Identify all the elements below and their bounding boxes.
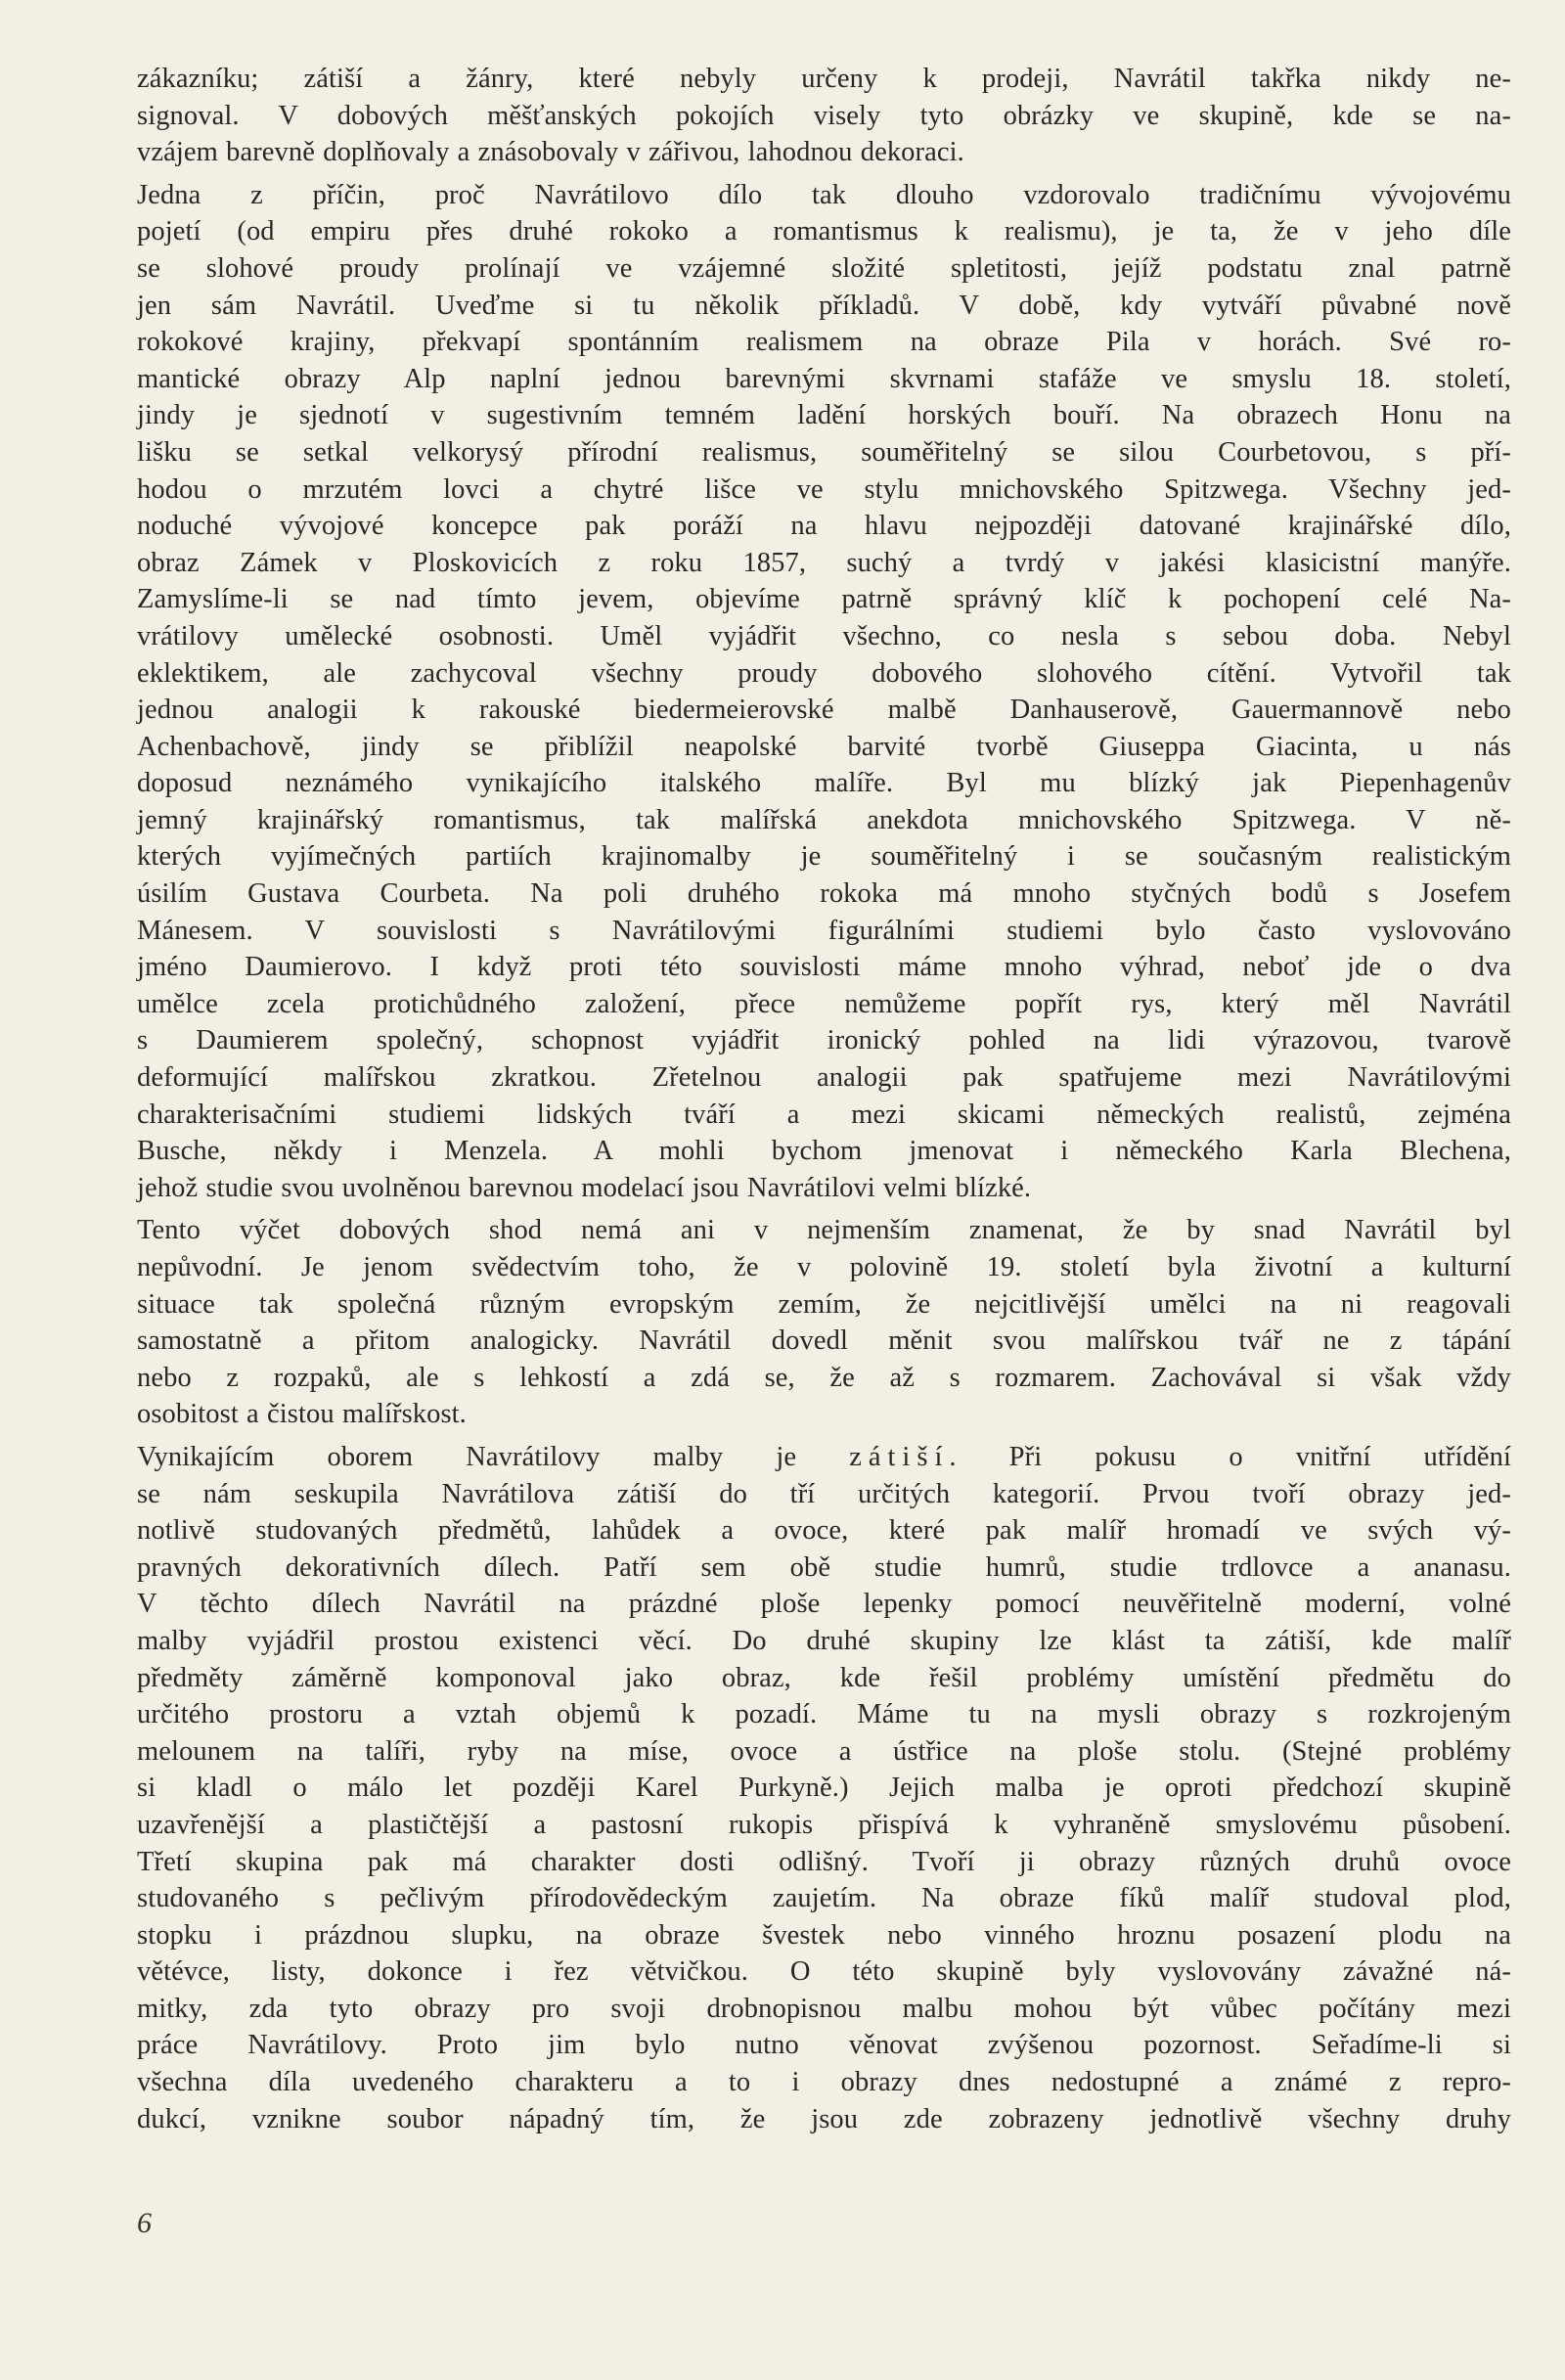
text-line: zákazníku; zátiší a žánry, které nebyly určeny k prodeji, Navrátil takřka nikdy ne- — [137, 64, 1511, 94]
text-line: Achenbachově, jindy se přiblížil neapolské barvité tvorbě Giuseppa Giacinta, u nás — [137, 731, 1511, 762]
text-line: všechna díla uvedeného charakteru a to i obrazy dnes nedostupné a známé z repro- — [137, 2067, 1511, 2098]
text-line: Třetí skupina pak má charakter dosti odlišný. Tvoří ji obrazy různých druhů ovoce — [137, 1846, 1511, 1877]
text-line: Zamyslíme-li se nad tímto jevem, objevíme patrně správný klíč k pochopení celé Na- — [137, 584, 1511, 615]
text-line: signoval. V dobových měšťanských pokojích visely tyto obrázky ve skupině, kde se na- — [137, 100, 1511, 131]
text-line: určitého prostoru a vztah objemů k pozadí. Máme tu na mysli obrazy s rozkrojeným — [137, 1699, 1511, 1730]
text-line: samostatně a přitom analogicky. Navrátil dovedl měnit svou malířskou tvář ne z tápání — [137, 1325, 1511, 1357]
text-segment: . Při pokusu o vnitřní utřídění — [949, 1441, 1511, 1472]
text-line: jednou analogii k rakouské biedermeierovské malbě Danhauserově, Gauermannově nebo — [137, 695, 1511, 726]
paragraph-1 — [137, 61, 1511, 171]
text-line: Mánesem. V souvislosti s Navrátilovými figurálními studiemi bylo často vyslovováno — [137, 915, 1511, 946]
text-line: rokokové krajiny, překvapí spontánním realismem na obraze Pila v horách. Své ro- — [137, 327, 1511, 358]
text-line: melounem na talíři, ryby na míse, ovoce a ústřice na ploše stolu. (Stejné problémy — [137, 1735, 1511, 1767]
text-line: jen sám Navrátil. Uveďme si tu několik příkladů. V době, kdy vytváří půvabné nově — [137, 290, 1511, 321]
text-line: úsilím Gustava Courbeta. Na poli druhého rokoka má mnoho styčných bodů s Josefem — [137, 878, 1511, 910]
text-line: dukcí, vznikne soubor nápadný tím, že jsou zde zobrazeny jednotlivě všechny druhy — [137, 2103, 1511, 2134]
text-line: Busche, někdy i Menzela. A mohli bychom jmenovat i německého Karla Blechena, — [137, 1136, 1511, 1167]
text-line: uzavřenější a plastičtější a pastosní rukopis přispívá k vyhraněně smyslovému působení. — [137, 1809, 1511, 1840]
text-line: se slohové proudy prolínají ve vzájemné složité spletitosti, jejíž podstatu znal patrně — [137, 252, 1511, 284]
text-line: obraz Zámek v Ploskovicích z roku 1857, suchý a tvrdý v jakési klasicistní manýře. — [137, 547, 1511, 578]
text-line: práce Navrátilovy. Proto jim bylo nutno věnovat zvýšenou pozornost. Seřadíme-li si — [137, 2030, 1511, 2061]
text-line: se nám seskupila Navrátilova zátiší do tří určitých kategorií. Prvou tvoří obrazy jed- — [137, 1478, 1511, 1509]
text-line: Tento výčet dobových shod nemá ani v nejmenším znamenat, že by snad Navrátil byl — [137, 1215, 1511, 1246]
text-line: jméno Daumierovo. I když proti této souvislosti máme mnoho výhrad, neboť jde o dva — [137, 952, 1511, 983]
text-line: mantické obrazy Alp naplní jednou barevnými skvrnami stafáže ve smyslu 18. století, — [137, 363, 1511, 394]
emphasized-term: zátiší — [849, 1441, 950, 1472]
paragraph-2 — [137, 177, 1511, 1207]
text-line: předměty záměrně komponoval jako obraz, kde řešil problémy umístění předmětu do — [137, 1662, 1511, 1693]
text-line: vrátilovy umělecké osobnosti. Uměl vyjádřit všechno, co nesla s sebou doba. Nebyl — [137, 620, 1511, 651]
text-line: doposud neznámého vynikajícího italského malíře. Byl mu blízký jak Piepenhagenův — [137, 768, 1511, 799]
text-line: si kladl o málo let později Karel Purkyně.) Jejich malba je oproti předchozí skupině — [137, 1773, 1511, 1804]
text-line: nebo z rozpaků, ale s lehkostí a zdá se, že až s rozmarem. Zachovával si však vždy — [137, 1362, 1511, 1393]
text-line: jemný krajinářský romantismus, tak malířská anekdota mnichovského Spitzwega. V ně- — [137, 804, 1511, 835]
text-line: umělce zcela protichůdného založení, přece nemůžeme popřít rys, který měl Navrátil — [137, 988, 1511, 1019]
text-line: pojetí (od empiru přes druhé rokoko a romantismus k realismu), je ta, že v jeho díle — [137, 216, 1511, 247]
text-line: stopku i prázdnou slupku, na obraze švestek nebo vinného hroznu posazení plodu na — [137, 1919, 1511, 1951]
text-line: nepůvodní. Je jenom svědectvím toho, že v polovině 19. století byla životní a kulturní — [137, 1252, 1511, 1282]
text-line: noduché vývojové koncepce pak poráží na hlavu nejpozději datované krajinářské dílo, — [137, 511, 1511, 542]
text-line: notlivě studovaných předmětů, lahůdek a ovoce, které pak malíř hromadí ve svých vý- — [137, 1515, 1511, 1547]
text-line: jehož studie svou uvolněnou barevnou modelací jsou Navrátilovi velmi blízké. — [137, 1172, 1032, 1203]
text-line: hodou o mrzutém lovci a chytré lišce ve stylu mnichovského Spitzwega. Všechny jed- — [137, 473, 1511, 505]
text-line: eklektikem, ale zachycoval všechny proudy dobového slohového cítění. Vytvořil tak — [137, 657, 1511, 689]
text-line: větévce, listy, dokonce i řez větvičkou. O této skupině byly vyslovovány závažné ná- — [137, 1956, 1511, 1988]
text-line: deformující malířskou zkratkou. Zřetelnou analogii pak spatřujeme mezi Navrátilovými — [137, 1062, 1511, 1094]
page-number: 6 — [137, 2207, 152, 2239]
text-line: vzájem barevně doplňovaly a znásobovaly v zářivou, lahodnou dekoraci. — [137, 137, 964, 168]
text-line: lišku se setkal velkorysý přírodní realismus, souměřitelný se silou Courbetovou, s pří- — [137, 436, 1511, 468]
text-line: malby vyjádřil prostou existenci věcí. Do druhé skupiny lze klást ta zátiší, kde malíř — [137, 1625, 1511, 1656]
text-line: kterých vyjímečných partiích krajinomalby je souměřitelný i se současným realistickým — [137, 841, 1511, 873]
text-segment: Vynikajícím oborem Navrátilovy malby je — [137, 1441, 850, 1472]
text-line: osobitost a čistou malířskost. — [137, 1399, 467, 1430]
text-line: s Daumierem společný, schopnost vyjádřit ironický pohled na lidi výrazovou, tvarově — [137, 1025, 1511, 1056]
text-line: mitky, zda tyto obrazy pro svoji drobnopisnou malbu mohou být vůbec počítány mezi — [137, 1993, 1511, 2024]
text-line: studovaného s pečlivým přírodovědeckým zaujetím. Na obraze fíků malíř studoval plod, — [137, 1883, 1511, 1914]
text-line: pravných dekorativních dílech. Patří sem obě studie humrů, studie trdlovce a ananasu. — [137, 1551, 1511, 1583]
paragraph-3 — [137, 1212, 1511, 1433]
paragraph-4 — [137, 1439, 1511, 2137]
text-line: Jedna z příčin, proč Navrátilovo dílo tak dlouho vzdorovalo tradičnímu vývojovému — [137, 179, 1511, 210]
page-body — [137, 61, 1511, 2143]
text-line: situace tak společná různým evropským zemím, že nejcitlivější umělci na ni reagovali — [137, 1288, 1511, 1320]
text-line-first — [137, 1439, 1511, 1476]
text-line: charakterisačními studiemi lidských tváří a mezi skicami německých realistů, zejména — [137, 1099, 1511, 1130]
text-line: V těchto dílech Navrátil na prázdné ploše lepenky pomocí neuvěřitelně moderní, volné — [137, 1589, 1511, 1620]
text-line: jindy je sjednotí v sugestivním temném ladění horských bouří. Na obrazech Honu na — [137, 400, 1511, 431]
